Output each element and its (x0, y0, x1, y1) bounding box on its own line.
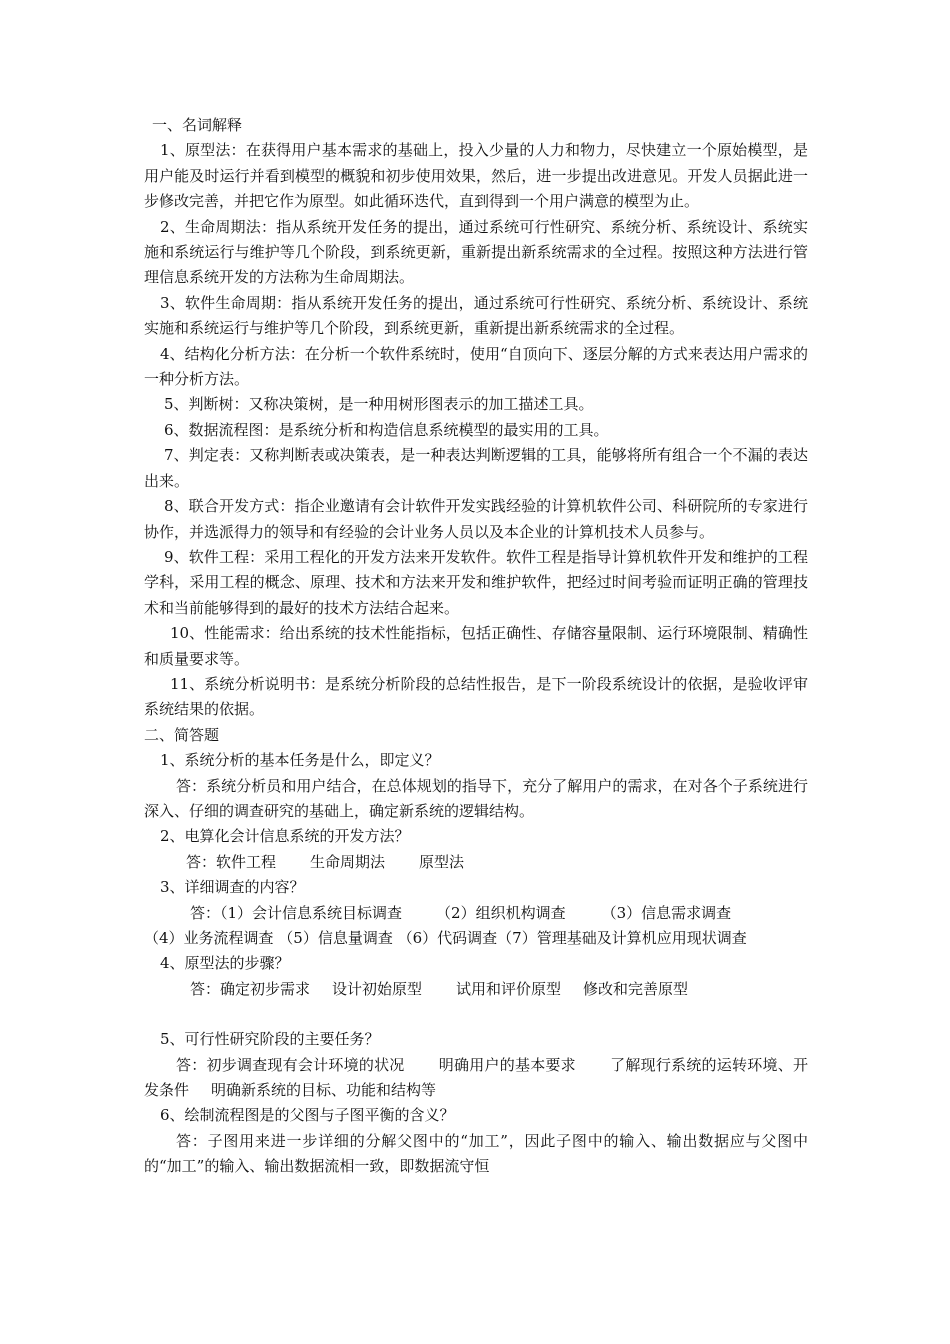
definition-analysis-spec: 11、系统分析说明书：是系统分析阶段的总结性报告，是下一阶段系统设计的依据，是验收评审系统结果的依据。 (144, 674, 808, 719)
blank-line (144, 1002, 808, 1027)
answer-3-item: 答：（1）会计信息系统目标调查 (190, 903, 403, 922)
answer-5 (144, 1053, 808, 1104)
question-5: 5、可行性研究阶段的主要任务？ (160, 1030, 380, 1049)
answer-4 (144, 977, 808, 1002)
definition-software-engineering: 9、软件工程：采用工程化的开发方法来开发软件。软件工程是指导计算机软件开发和维护的工程学科，采用工程的概念、原理、技术和方法来开发和维护软件，把经过时间考验而证明正确的管理技术和当前能够得到的最好的技术方法结合起来。 (144, 547, 808, 617)
definition-structured-analysis: 4、结构化分析方法：在分析一个软件系统时，使用“自顶向下、逐层分解的方式来表达用户需求的一种分析方法。 (144, 344, 808, 389)
answer-4-item: 修改和完善原型 (583, 979, 689, 998)
answer-2-item: 原型法 (419, 852, 465, 871)
definition-performance-requirement: 10、性能需求：给出系统的技术性能指标，包括正确性、存储容量限制、运行环境限制、精确性和质量要求等。 (144, 624, 808, 668)
question-2: 2、电算化会计信息系统的开发方法？ (160, 827, 410, 846)
definition-data-flow-diagram: 6、数据流程图：是系统分析和构造信息系统模型的最实用的工具。 (164, 420, 609, 439)
definition-prototype: 1、原型法：在获得用户基本需求的基础上，投入少量的人力和物力，尽快建立一个原始模型，是用户能及时运行并看到模型的概貌和初步使用效果，然后，进一步提出改进意见。开发人员据此进一步修改完善，并把它作为原型。如此循环迭代，直到得到一个用户满意的模型为止。 (144, 141, 808, 211)
answer-3-item: （2）组织机构调查 (436, 903, 566, 922)
question-4: 4、原型法的步骤？ (160, 954, 290, 973)
answer-4-item: 设计初始原型 (332, 979, 423, 998)
definition-life-cycle-method: 2、生命周期法：指从系统开发任务的提出，通过系统可行性研究、系统分析、系统设计、系统实施和系统运行与维护等几个阶段，到系统更新，重新提出新系统需求的全过程。按照这种方法进行管理信息系统开发的方法称为生命周期法。 (144, 217, 808, 287)
section-title-definitions: 一、名词解释 (152, 116, 243, 134)
definition-decision-table: 7、判定表：又称判断表或决策表，是一种表达判断逻辑的工具，能够将所有组合一个不漏的表达出来。 (144, 446, 808, 490)
definition-decision-tree: 5、判断树：又称决策树，是一种用树形图表示的加工描述工具。 (164, 395, 594, 414)
document-page (144, 113, 808, 1180)
answer-2-item: 答：软件工程 (186, 852, 277, 871)
answer-2-item: 生命周期法 (310, 852, 386, 871)
answer-5-item: 明确用户的基本要求 (438, 1055, 576, 1074)
answer-1: 答：系统分析员和用户结合，在总体规划的指导下，充分了解用户的需求，在对各个子系统进行深入、仔细的调查研究的基础上，确定新系统的逻辑结构。 (144, 776, 808, 820)
definition-software-life-cycle: 3、软件生命周期：指从系统开发任务的提出，通过系统可行性研究、系统分析、系统设计、系统实施和系统运行与维护等几个阶段，到系统更新，重新提出新系统需求的全过程。 (144, 293, 808, 338)
answer-3-item: （3）信息需求调查 (601, 903, 732, 922)
question-1: 1、系统分析的基本任务是什么，即定义？ (160, 751, 440, 770)
section-title-short-answers: 二、简答题 (144, 725, 220, 744)
answer-6: 答：子图用来进一步详细的分解父图中的“加工”，因此子图中的输入、输出数据应与父图中的“加工”的输入、输出数据流相一致，即数据流守恒 (144, 1131, 808, 1176)
answer-5-item: 了解现行系统的运转环境、开发条件 (144, 1055, 808, 1100)
answer-3-line-1 (144, 901, 808, 926)
answer-4-item: 答：确定初步需求 (190, 979, 311, 998)
answer-4-item: 试用和评价原型 (456, 979, 562, 998)
answer-3-line-2: （4）业务流程调查 （5）信息量调查 （6）代码调查（7）管理基础及计算机应用现状调查 (144, 929, 747, 947)
answer-2 (144, 850, 808, 875)
question-6: 6、绘制流程图是的父图与子图平衡的含义？ (160, 1106, 455, 1125)
answer-5-item: 明确新系统的目标、功能和结构等 (211, 1081, 437, 1100)
definition-joint-development: 8、联合开发方式：指企业邀请有会计软件开发实践经验的计算机软件公司、科研院所的专家进行协作，并选派得力的领导和有经验的会计业务人员以及本企业的计算机技术人员参与。 (144, 497, 808, 541)
question-3: 3、详细调查的内容？ (160, 878, 305, 897)
answer-5-item: 答：初步调查现有会计环境的状况 (176, 1055, 405, 1074)
